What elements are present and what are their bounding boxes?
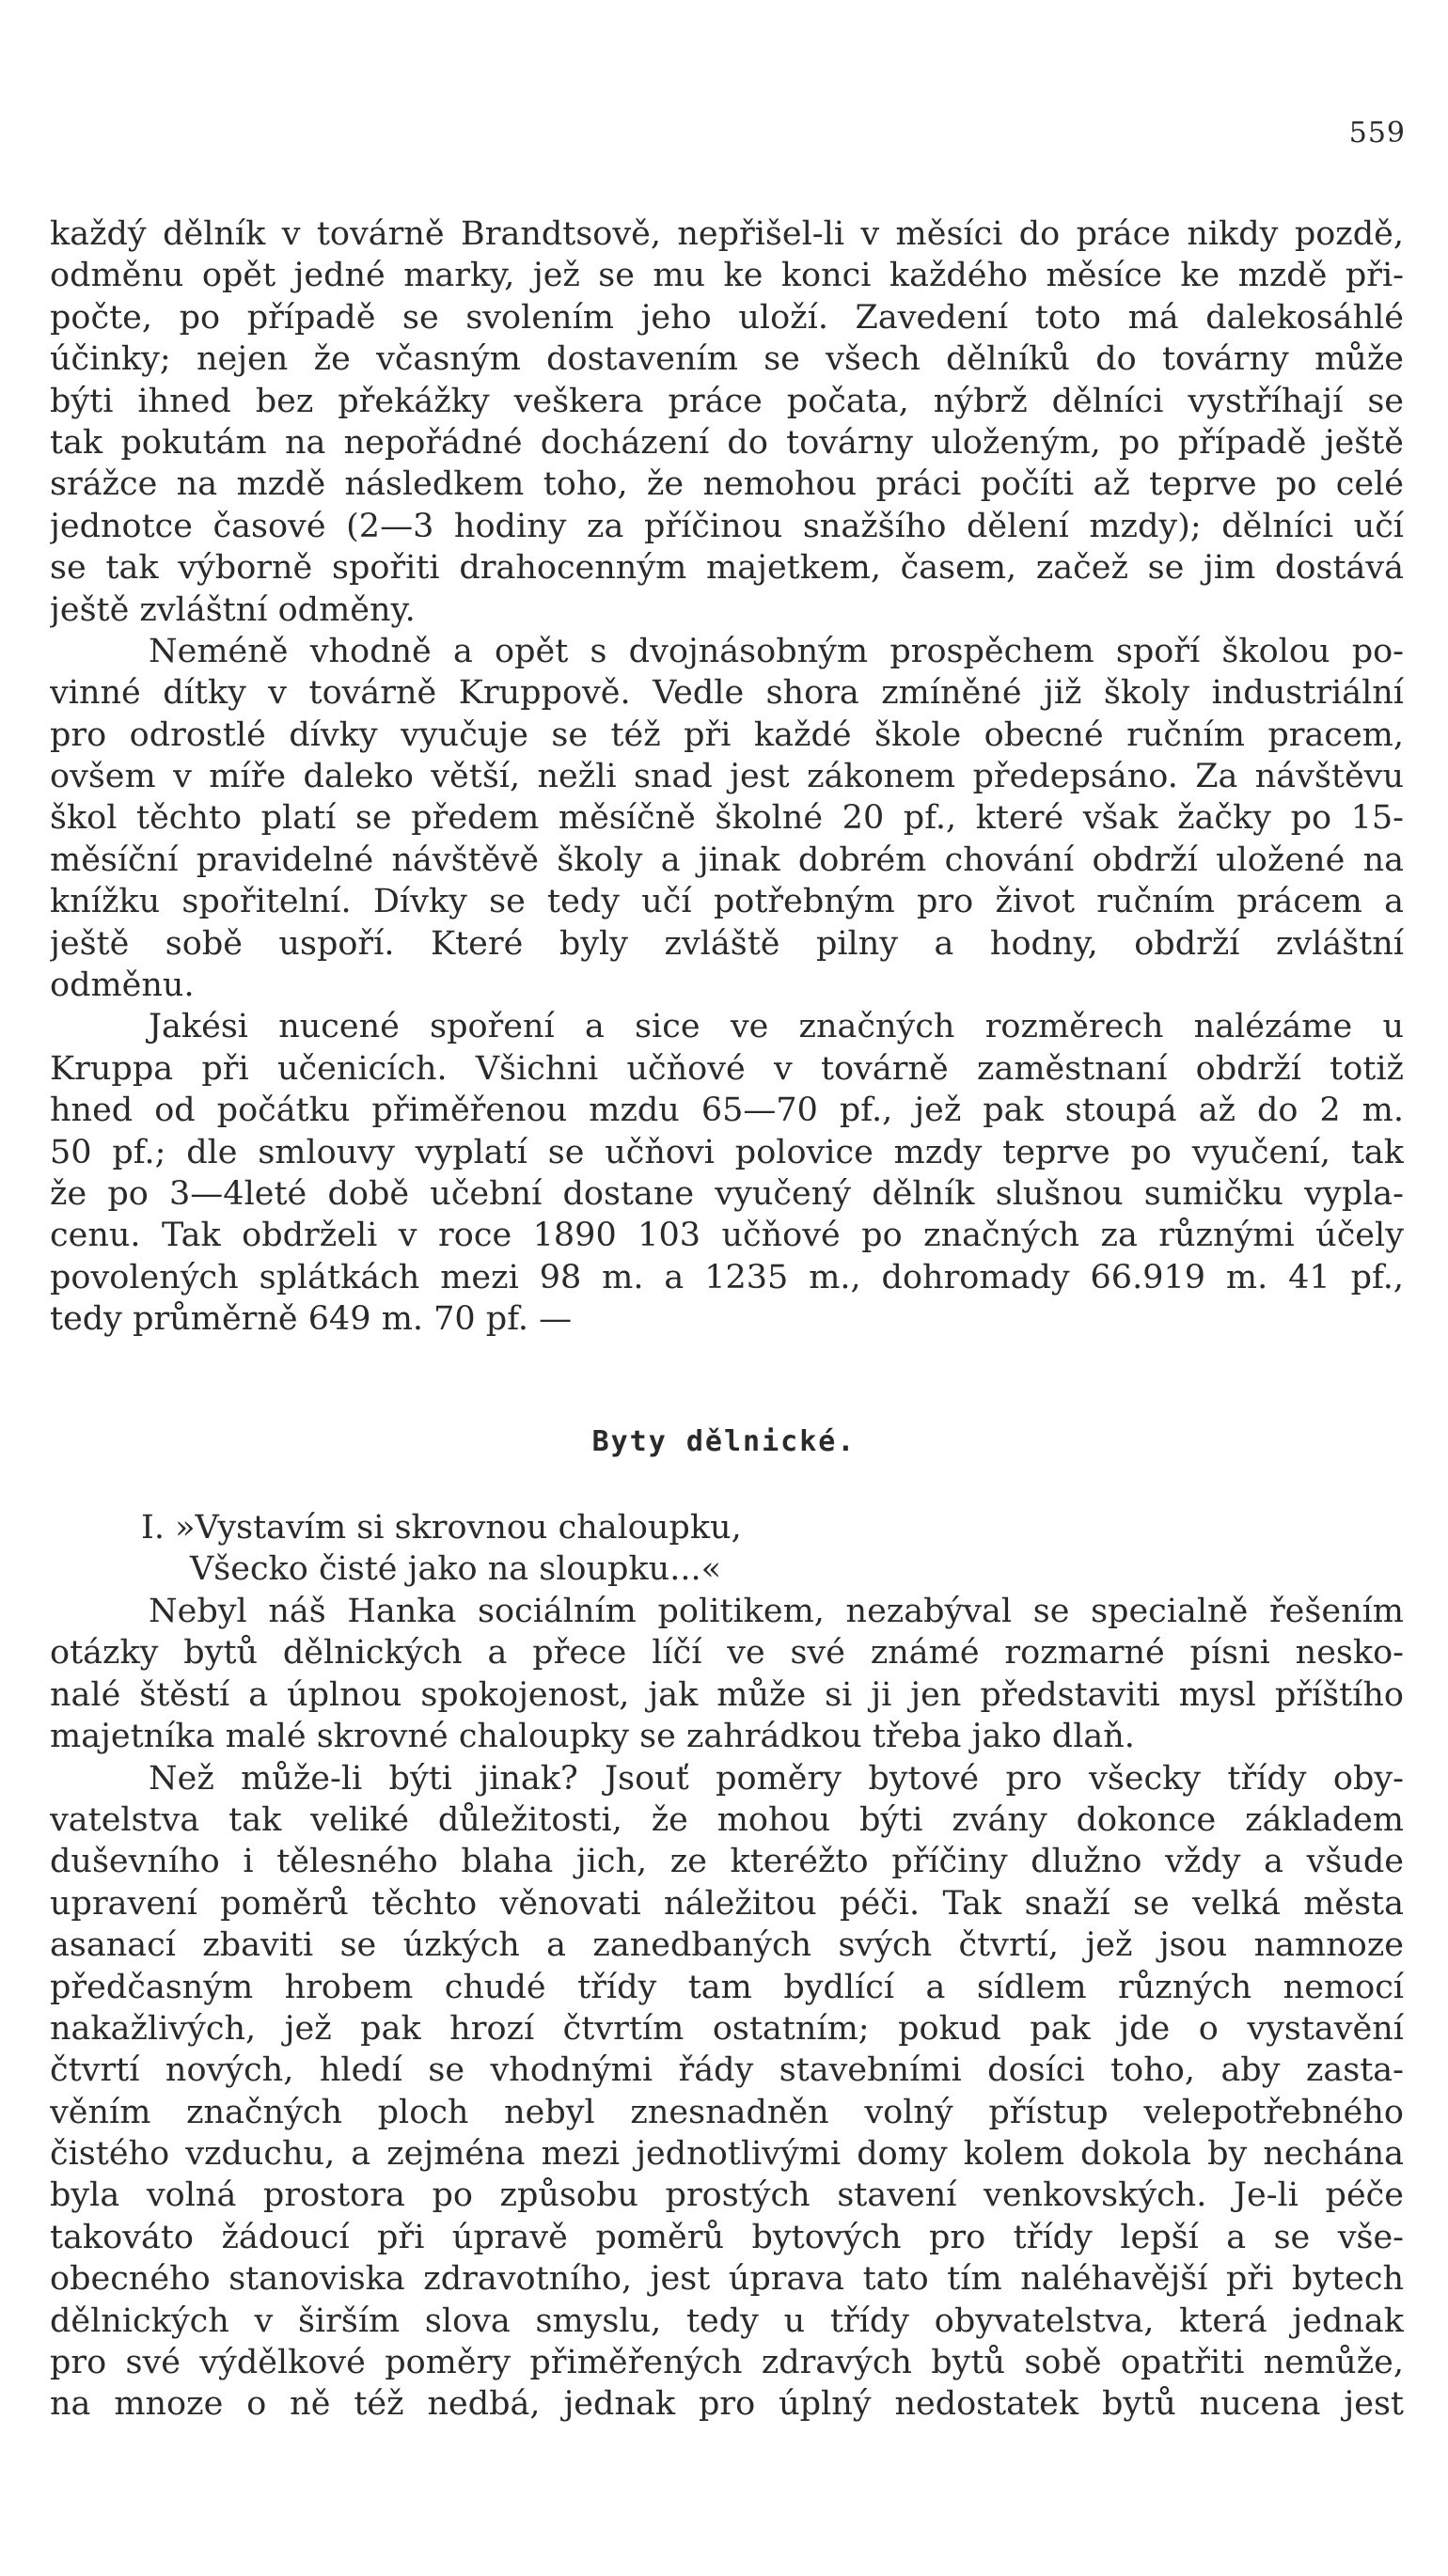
- text-line: asanací zbaviti se úzkých a zanedbaných svých čtvrtí, jež jsou namnoze: [50, 1926, 1404, 1965]
- poem-quote: [141, 1507, 742, 1591]
- text-line: odměnu opět jedné marky, jež se mu ke konci každého měsíce ke mzdě při-: [50, 257, 1404, 295]
- text-line: vinné dítky v továrně Kruppově. Vedle shora zmíněné již školy industriální: [50, 674, 1404, 713]
- poem-line: Všecko čisté jako na sloupku...«: [190, 1550, 721, 1589]
- text-line: nalé štěstí a úplnou spokojenost, jak může si ji jen představiti mysl příštího: [50, 1675, 1404, 1714]
- text-line: Jakési nucené spoření a sice ve značných rozměrech nalézáme u: [149, 1008, 1404, 1046]
- text-line: Než může-li býti jinak? Jsouť poměry bytové pro všecky třídy oby-: [149, 1759, 1404, 1798]
- text-line: škol těchto platí se předem měsíčně školné 20 pf., které však žačky po 15-: [50, 799, 1404, 838]
- text-line: na mnoze o ně též nedbá, jednak pro úplný nedostatek bytů nucena jest: [50, 2385, 1404, 2424]
- text-line: že po 3—4leté době učební dostane vyučený dělník slušnou sumičku vypla-: [50, 1174, 1404, 1213]
- text-line: hned od počátku přiměřenou mzdu 65—70 pf., jež pak stoupá až do 2 m.: [50, 1092, 1404, 1130]
- text-line: ovšem v míře daleko větší, nežli snad jest zákonem předepsáno. Za návštěvu: [50, 758, 1404, 796]
- text-line: takováto žádoucí při úpravě poměrů bytových pro třídy lepší a se vše-: [50, 2218, 1404, 2256]
- text-line: býti ihned bez překážky veškera práce počata, nýbrž dělníci vystříhají se: [50, 382, 1404, 420]
- text-line: knížku spořitelní. Dívky se tedy učí potřebným pro život ručním prácem a: [50, 883, 1404, 921]
- text-line: Kruppa při učenicích. Všichni učňové v továrně zaměstnaní obdrží totiž: [50, 1049, 1404, 1088]
- text-line: majetníka malé skrovné chaloupky se zahrádkou třeba jako dlaň.: [50, 1718, 1135, 1756]
- text-line: tedy průměrně 649 m. 70 pf. —: [50, 1300, 573, 1339]
- text-line: počte, po případě se svolením jeho uloží. Zavedení toto má dalekosáhlé: [50, 298, 1404, 337]
- body-text-upper: [50, 213, 1404, 1341]
- text-line: cenu. Tak obdrželi v roce 1890 103 učňové po značných za různými účely: [50, 1217, 1404, 1255]
- text-line: upravení poměrů těchto věnovati náležitou péči. Tak snaží se velká města: [50, 1884, 1404, 1923]
- text-line: duševního i tělesného blaha jich, ze kteréžto příčiny dlužno vždy a všude: [50, 1843, 1404, 1881]
- text-line: se tak výborně spořiti drahocenným majetkem, časem, začež se jim dostává: [50, 549, 1404, 588]
- section-heading: Byty dělnické.: [591, 1425, 857, 1458]
- text-line: otázky bytů dělnických a přece líčí ve své známé rozmarné písni nesko-: [50, 1634, 1404, 1673]
- text-line: věním značných ploch nebyl znesnadněn volný přístup velepotřebného: [50, 2093, 1404, 2131]
- text-line: pro své výdělkové poměry přiměřených zdravých bytů sobě opatřiti nemůže,: [50, 2344, 1404, 2382]
- text-line: povolených splátkách mezi 98 m. a 1235 m., dohromady 66.919 m. 41 pf.,: [50, 1258, 1404, 1296]
- text-line: srážce na mzdě následkem toho, že nemohou práci počíti až teprve po celé: [50, 465, 1404, 504]
- page-number: 559: [1348, 117, 1406, 149]
- text-line: předčasným hrobem chudé třídy tam bydlící a sídlem různých nemocí: [50, 1968, 1404, 2006]
- text-line: ještě sobě uspoří. Které byly zvláště pilny a hodny, obdrží zvláštní: [50, 924, 1404, 963]
- text-line: 50 pf.; dle smlouvy vyplatí se učňovi polovice mzdy teprve po vyučení, tak: [50, 1133, 1404, 1171]
- text-line: čistého vzduchu, a zejména mezi jednotlivými domy kolem dokola by nechána: [50, 2135, 1404, 2174]
- text-line: Neméně vhodně a opět s dvojnásobným prospěchem spoří školou po-: [149, 632, 1404, 670]
- poem-line: I. »Vystavím si skrovnou chaloupku,: [141, 1509, 742, 1547]
- text-line: tak pokutám na nepořádné docházení do továrny uloženým, po případě ještě: [50, 423, 1404, 462]
- body-text-lower: [50, 1591, 1404, 2426]
- text-line: odměnu.: [50, 966, 195, 1005]
- text-line: Nebyl náš Hanka sociálním politikem, nezabýval se specialně řešením: [149, 1593, 1404, 1630]
- text-line: měsíční pravidelné návštěvě školy a jinak dobrém chování obdrží uložené na: [50, 840, 1404, 879]
- text-line: byla volná prostora po způsobu prostých stavení venkovských. Je-li péče: [50, 2176, 1404, 2215]
- text-line: dělnických v širším slova smyslu, tedy u třídy obyvatelstva, která jednak: [50, 2301, 1404, 2340]
- text-line: vatelstva tak veliké důležitosti, že mohou býti zvány dokonce základem: [50, 1800, 1404, 1839]
- text-line: pro odrostlé dívky vyučuje se též při každé škole obecné ručním pracem,: [50, 715, 1404, 754]
- text-line: nakažlivých, jež pak hrozí čtvrtím ostatním; pokud pak jde o vystavění: [50, 2009, 1404, 2048]
- text-line: každý dělník v továrně Brandtsově, nepřišel-li v měsíci do práce nikdy pozdě,: [50, 215, 1404, 253]
- text-line: ještě zvláštní odměny.: [50, 590, 416, 629]
- text-line: účinky; nejen že včasným dostavením se všech dělníků do továrny může: [50, 340, 1404, 379]
- text-line: obecného stanoviska zdravotního, jest úprava tato tím naléhavější při bytech: [50, 2260, 1404, 2299]
- text-line: jednotce časové (2—3 hodiny za příčinou snažšího dělení mzdy); dělníci učí: [50, 507, 1404, 545]
- text-line: čtvrtí nových, hledí se vhodnými řády stavebními dosíci toho, aby zasta-: [50, 2051, 1404, 2090]
